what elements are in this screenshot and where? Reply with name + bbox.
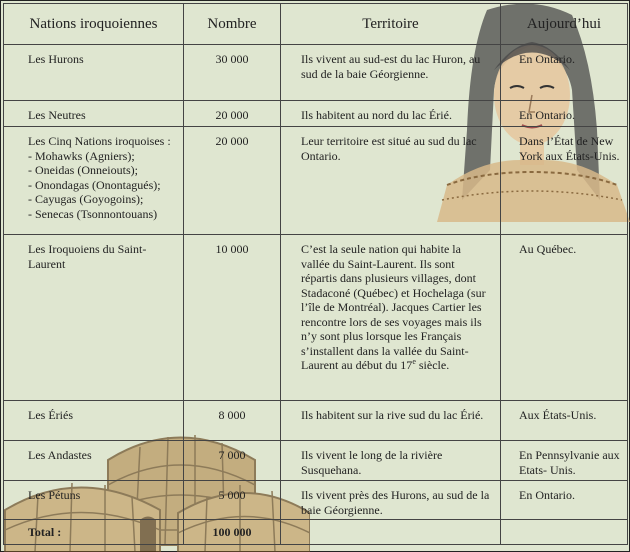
cell-territoire: Ils habitent sur la rive sud du lac Érié. <box>281 401 501 441</box>
cell-aujourdhui: Aux États-Unis. <box>501 401 628 441</box>
cell-nation: Les Neutres <box>4 101 184 127</box>
total-nombre: 100 000 <box>184 520 281 545</box>
table-row <box>4 235 628 401</box>
cell-nation: Les Iroquoiens du Saint-Laurent <box>4 235 184 401</box>
cell-nombre: 10 000 <box>184 235 281 401</box>
cell-aujourdhui: En Pennsylvanie aux Etats- Unis. <box>501 441 628 481</box>
cell-territoire: Ils habitent au nord du lac Érié. <box>281 101 501 127</box>
iroquoian-nations-table <box>3 3 628 545</box>
total-empty-cell <box>501 520 628 545</box>
table-row <box>4 401 628 441</box>
cell-nombre: 20 000 <box>184 101 281 127</box>
cell-nation: Les Andastes <box>4 441 184 481</box>
header-nations: Nations iroquoiennes <box>4 4 184 45</box>
cell-nombre: 5 000 <box>184 481 281 520</box>
table-row <box>4 441 628 481</box>
territoire-text-end: siècle. <box>415 358 450 372</box>
cell-territoire: Ils vivent au sud-est du lac Huron, au sud de la baie Géorgienne. <box>281 45 501 101</box>
table-row <box>4 127 628 235</box>
nation-member: - Oneidas (Onneiouts); <box>28 163 138 177</box>
table-row <box>4 45 628 101</box>
cell-nation <box>4 127 184 235</box>
cell-territoire <box>281 235 501 401</box>
cell-nombre: 8 000 <box>184 401 281 441</box>
nation-member: - Onondagas (Onontagués); <box>28 177 161 192</box>
header-nombre: Nombre <box>184 4 281 45</box>
cell-territoire: Leur territoire est situé au sud du lac Ontario. <box>281 127 501 235</box>
cell-aujourdhui: En Ontario. <box>501 45 628 101</box>
nation-member: - Mohawks (Agniers); <box>28 148 135 163</box>
cell-nation: Les Hurons <box>4 45 184 101</box>
cell-nombre: 20 000 <box>184 127 281 235</box>
table-row <box>4 101 628 127</box>
header-row <box>4 4 628 45</box>
cell-nation: Les Pétuns <box>4 481 184 520</box>
total-row <box>4 520 628 545</box>
cell-territoire: Ils vivent près des Hurons, au sud de la baie Géorgienne. <box>281 481 501 520</box>
territoire-text: C’est la seule nation qui habite la vallée du Saint-Laurent. Ils sont répartis dans plusieurs villages, dont Stadaconé (Québec) et Hochelaga (sur l’île de Montréal). Jacques Cartier les rencontre lors de ses voyages mais ils n’y sont plus lorsque les Français s’installent dans la vallée du Saint-Laurent au début du 17 <box>301 242 486 372</box>
total-empty-cell <box>281 520 501 545</box>
total-label: Total : <box>4 520 184 545</box>
nation-member: - Senecas (Tsonnontouans) <box>28 206 158 221</box>
table-row <box>4 481 628 520</box>
header-territoire: Territoire <box>281 4 501 45</box>
cell-aujourdhui: En Ontario. <box>501 101 628 127</box>
header-aujourdhui: Aujourd’hui <box>501 4 628 45</box>
cell-aujourdhui: En Ontario. <box>501 481 628 520</box>
cell-nombre: 7 000 <box>184 441 281 481</box>
cell-aujourdhui: Dans l’État de New York aux États-Unis. <box>501 127 628 235</box>
century-superscript: e <box>412 357 416 366</box>
cell-nombre: 30 000 <box>184 45 281 101</box>
cell-territoire: Ils vivent le long de la rivière Susquehana. <box>281 441 501 481</box>
nation-group-label: Les Cinq Nations iroquoises : <box>28 134 171 148</box>
nation-member: - Cayugas (Goyogoins); <box>28 192 144 206</box>
cell-nation: Les Ériés <box>4 401 184 441</box>
cell-aujourdhui: Au Québec. <box>501 235 628 401</box>
